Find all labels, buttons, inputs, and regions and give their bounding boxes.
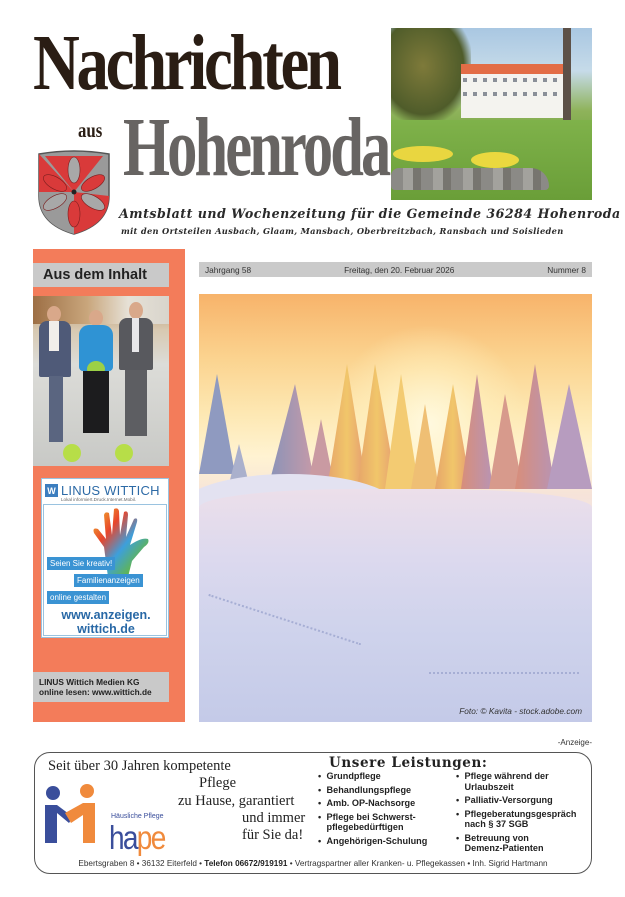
service-item: • Amb. OP-Nachsorge [318, 799, 427, 810]
ad-chip-creative: Seien Sie kreativ! [47, 557, 115, 570]
care-service-advertisement[interactable] [34, 752, 592, 874]
slogan-line-4: und immer [242, 810, 306, 826]
ad-brand-name: LINUS WITTICH [61, 483, 160, 498]
wittich-logo-icon: W [45, 484, 58, 497]
contact-line [35, 859, 591, 868]
contact-phone[interactable]: Telefon 06672/919191 [204, 859, 288, 868]
issue-date: Freitag, den 20. Februar 2026 [344, 264, 455, 275]
issue-info-bar [199, 262, 592, 277]
masthead-photo [391, 28, 592, 200]
ad-chip-online: online gestalten [47, 591, 109, 604]
service-item: • Pflegeberatungsgespräch nach § 37 SGB [456, 810, 576, 831]
service-item: • Behandlungspflege [318, 786, 427, 797]
ad-panel [43, 504, 167, 636]
sidebar-contents [33, 249, 185, 722]
masthead-connector: aus [78, 118, 103, 142]
ad-chip-family-ads: Familienanzeigen [74, 574, 143, 587]
service-item: • Palliativ-Versorgung [456, 796, 576, 807]
slogan-line-1: Seit über 30 Jahren kompetente [48, 758, 231, 774]
cover-photo [199, 294, 592, 722]
services-title: Unsere Leistungen: [329, 755, 488, 771]
sidebar-publisher-note [33, 672, 169, 702]
ad-url-line2[interactable]: wittich.de [77, 622, 135, 636]
publisher-url[interactable]: online lesen: www.wittich.de [39, 687, 152, 697]
hape-logo [43, 783, 173, 856]
masthead-title: Nachrichten [33, 20, 339, 107]
masthead-subtitle: Amtsblatt und Wochenzeitung für die Gemeinde 36284 Hohenroda [119, 206, 621, 221]
hape-wordmark: hape [109, 819, 165, 856]
people-figures-icon [43, 783, 105, 845]
services-list-right [456, 772, 583, 858]
coat-of-arms-icon [35, 148, 113, 236]
service-item: • Betreuung von Demenz-Patienten [456, 834, 576, 855]
slogan-line-5: für Sie da! [242, 827, 304, 843]
services-list-left [318, 772, 433, 850]
sidebar-header: Aus dem Inhalt [33, 263, 169, 287]
masthead-town-name: Hohenroda [123, 101, 389, 194]
issue-volume: Jahrgang 58 [205, 264, 252, 275]
ad-url-line1[interactable]: www.anzeigen. [61, 608, 151, 622]
slogan-line-3: zu Hause, garantiert [178, 793, 295, 809]
service-item: • Pflege bei Schwerst- pflegebedürftigen [318, 813, 427, 834]
slogan-line-2: Pflege [199, 775, 237, 791]
contact-address: Ebertsgraben 8 • 36132 Eiterfeld • [78, 859, 205, 868]
sidebar-advertisement[interactable] [41, 478, 169, 638]
publisher-name: LINUS Wittich Medien KG [39, 677, 140, 687]
contact-details: • Vertragspartner aller Kranken- u. Pflegekassen • Inh. Sigrid Hartmann [287, 859, 548, 868]
sidebar-feature-photo[interactable] [33, 296, 169, 466]
issue-number: Nummer 8 [547, 264, 586, 275]
hape-tagline: Häusliche Pflege [111, 813, 164, 820]
photo-credit: Foto: © Kavita - stock.adobe.com [459, 706, 582, 716]
ad-brand-tagline: Lokal informiert.Druck.Internet.Mobil. [61, 497, 137, 502]
service-item: • Pflege während der Urlaubszeit [456, 772, 576, 793]
ad-brand [45, 483, 160, 498]
service-item: • Grundpflege [318, 772, 427, 783]
service-item: • Angehörigen-Schulung [318, 837, 427, 848]
advert-label: -Anzeige- [557, 738, 592, 747]
masthead-districts: mit den Ortsteilen Ausbach, Glaam, Mansbach, Oberbreitzbach, Ransbach und Soislieden [121, 226, 564, 236]
